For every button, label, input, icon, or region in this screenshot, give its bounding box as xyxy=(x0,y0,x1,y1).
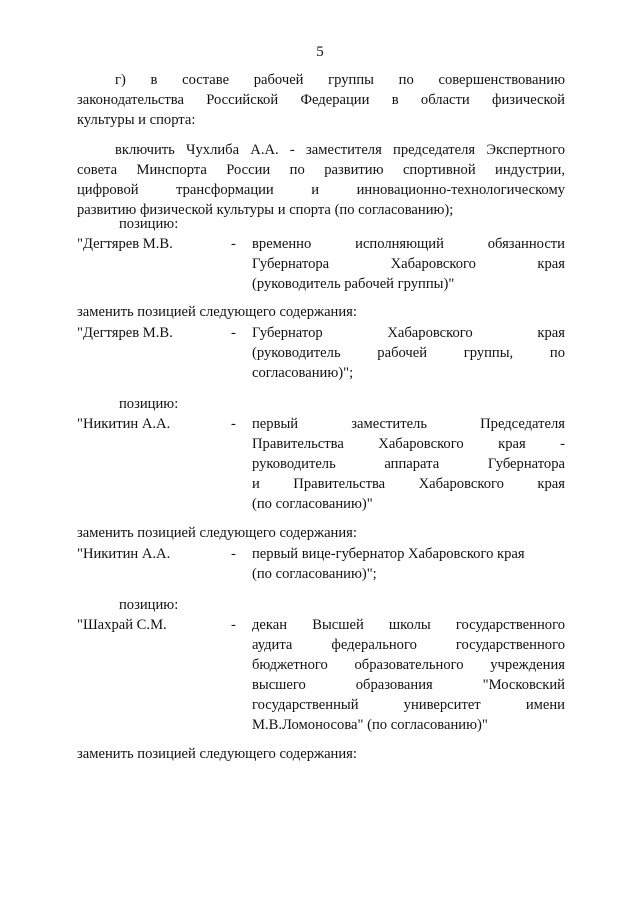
entry-desc-line: временно исполняющий обязанности xyxy=(252,236,565,252)
entry-desc-line: (руководитель рабочей группы, по xyxy=(252,345,565,361)
entry-desc-line: высшего образования "Московский xyxy=(252,677,565,693)
position-label xyxy=(77,394,565,414)
entry-name: "Дегтярев М.В. xyxy=(77,325,173,341)
intro-line: законодательства Российской Федерации в области физической xyxy=(77,92,565,108)
position-label-text: позицию: xyxy=(119,396,179,412)
entry-name: "Никитин А.А. xyxy=(77,416,171,432)
intro-line: г) в составе рабочей группы по совершенствованию xyxy=(115,72,565,88)
entry-description xyxy=(252,323,565,383)
entry-desc-line: первый вице-губернатор Хабаровского края xyxy=(252,546,525,562)
entry-description xyxy=(252,544,565,584)
include-paragraph xyxy=(77,140,565,220)
entry-dash: - xyxy=(231,325,236,341)
entry-description xyxy=(252,414,565,514)
entry-desc-line: Губернатор Хабаровского края xyxy=(252,325,565,341)
entry-desc-line: декан Высшей школы государственного xyxy=(252,617,565,633)
entry-desc-line: руководитель аппарата Губернатора xyxy=(252,456,565,472)
entry-desc-line: М.В.Ломоносова" (по согласованию)" xyxy=(252,717,488,733)
page-number: 5 xyxy=(316,44,324,60)
entry-description xyxy=(252,615,565,735)
entry-desc-line: Губернатора Хабаровского края xyxy=(252,256,565,272)
position-label-text: позицию: xyxy=(119,216,179,232)
intro-paragraph xyxy=(77,70,565,130)
include-line: совета Минспорта России по развитию спортивной индустрии, xyxy=(77,162,565,178)
entry-desc-line: (по согласованию)"; xyxy=(252,566,377,582)
entry-dash: - xyxy=(231,617,236,633)
entry-dash: - xyxy=(231,416,236,432)
entry-desc-line: первый заместитель Председателя xyxy=(252,416,565,432)
entry-desc-line: (по согласованию)" xyxy=(252,496,373,512)
entry-desc-line: бюджетного образовательного учреждения xyxy=(252,657,565,673)
position-label-text: позицию: xyxy=(119,597,179,613)
entry-name: "Шахрай С.М. xyxy=(77,617,167,633)
entry-name: "Никитин А.А. xyxy=(77,546,171,562)
entry-desc-line: и Правительства Хабаровского края xyxy=(252,476,565,492)
entry-desc-line: Правительства Хабаровского края - xyxy=(252,436,565,452)
include-line: цифровой трансформации и инновационно-технологическому xyxy=(77,182,565,198)
entry-desc-line: согласованию)"; xyxy=(252,365,354,381)
replace-label-text: заменить позицией следующего содержания: xyxy=(77,304,357,320)
entry-dash: - xyxy=(231,236,236,252)
replace-label xyxy=(77,744,565,764)
entry-desc-line: аудита федерального государственного xyxy=(252,637,565,653)
replace-label xyxy=(77,302,565,322)
entry-name: "Дегтярев М.В. xyxy=(77,236,173,252)
replace-label-text: заменить позицией следующего содержания: xyxy=(77,746,357,762)
entry-description xyxy=(252,234,565,294)
entry-dash: - xyxy=(231,546,236,562)
intro-line: культуры и спорта: xyxy=(77,112,196,128)
entry-desc-line: (руководитель рабочей группы)" xyxy=(252,276,455,292)
include-line: включить Чухлиба А.А. - заместителя председателя Экспертного xyxy=(115,142,565,158)
replace-label xyxy=(77,523,565,543)
replace-label-text: заменить позицией следующего содержания: xyxy=(77,525,357,541)
position-label xyxy=(77,214,565,234)
include-line: развитию физической культуры и спорта (по согласованию); xyxy=(77,202,454,218)
entry-desc-line: государственный университет имени xyxy=(252,697,565,713)
position-label xyxy=(77,595,565,615)
